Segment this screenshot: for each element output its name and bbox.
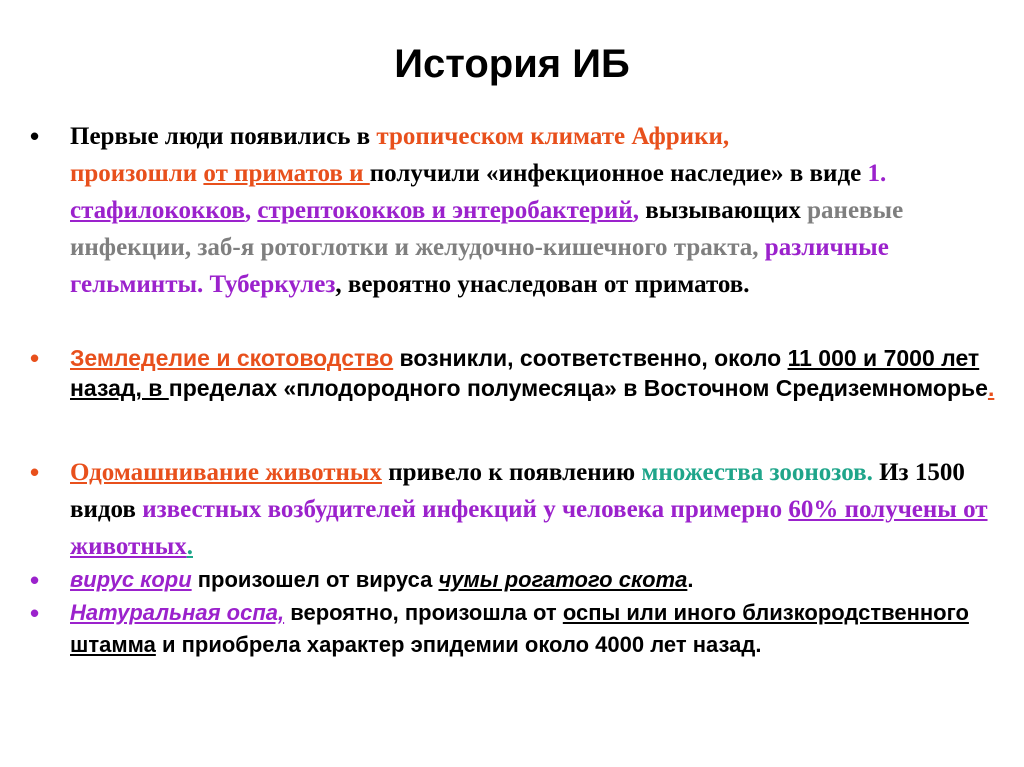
text-segment: . — [987, 375, 995, 401]
text-segment: получили «инфекционное наследие» в виде — [369, 160, 868, 187]
text-segment: , — [632, 197, 639, 224]
text-segment: 1. — [867, 160, 887, 187]
text-segment: стрептококков и энтеробактерий — [257, 197, 633, 224]
text-segment: произошли — [70, 160, 204, 187]
text-segment: пределах «плодородного полумесяца» в Восточном Средиземноморье — [168, 375, 988, 401]
text-segment: и приобрела характер эпидемии около 4000 лет назад. — [155, 632, 762, 657]
bullet-text-3 — [70, 454, 1010, 565]
text-segment: привело к появлению — [381, 459, 642, 486]
page-title: История ИБ — [394, 42, 630, 86]
text-segment: произошел от вируса — [191, 567, 439, 592]
text-segment: , вероятно унаследован от приматов. — [335, 271, 750, 298]
bullet-text-4 — [70, 564, 1010, 596]
bullet-item-1 — [30, 118, 1010, 303]
bullet-item-2 — [30, 343, 1010, 403]
text-segment: возникли, соответственно, около — [393, 345, 788, 371]
text-segment: чумы рогатого скота — [438, 567, 688, 592]
text-segment: вероятно, произошла от — [284, 600, 563, 625]
bullet-marker: • — [30, 457, 40, 487]
text-segment: 60% получены от животных — [70, 496, 988, 560]
text-segment: различные гельминты. — [70, 234, 889, 298]
text-segment: Одомашнивание животных — [70, 459, 382, 486]
text-segment: Из 1500 видов — [70, 459, 965, 523]
bullet-marker: • — [30, 121, 40, 151]
text-segment: тропическом климате Африки, — [376, 123, 730, 150]
text-segment: , — [752, 234, 765, 261]
text-segment: стафилококков — [70, 197, 245, 224]
text-segment: . — [186, 533, 193, 560]
bullet-marker: • — [30, 598, 40, 628]
text-segment: 11 000 и 7000 лет назад, в — [70, 345, 980, 401]
text-segment: известных возбудителей инфекций у человека примерно — [142, 496, 789, 523]
text-segment: от приматов и — [203, 160, 370, 187]
bullet-marker: • — [30, 565, 40, 595]
bullet-text-5 — [70, 597, 1010, 661]
text-segment: Земледелие и скотоводство — [70, 345, 394, 371]
bullet-item-3 — [30, 454, 1010, 565]
bullet-text-1 — [70, 118, 1010, 303]
text-segment: множества зоонозов. — [641, 459, 873, 486]
bullet-marker: • — [30, 343, 40, 373]
text-segment: Натуральная оспа, — [70, 600, 285, 625]
text-segment: Первые люди появились в — [70, 123, 377, 150]
bullet-text-2 — [70, 343, 1010, 403]
text-segment: , — [244, 197, 258, 224]
bullet-item-4 — [30, 564, 1010, 596]
text-segment: вызывающих — [638, 197, 808, 224]
text-segment: оспы или иного близкородственного штамма — [70, 600, 969, 657]
text-segment: Туберкулез — [209, 271, 336, 298]
bullet-item-5 — [30, 597, 1010, 661]
text-segment: . — [687, 567, 694, 592]
text-segment: вирус кори — [70, 567, 192, 592]
text-segment: раневые инфекции, заб-я ротоглотки и желудочно-кишечного тракта — [70, 197, 904, 261]
